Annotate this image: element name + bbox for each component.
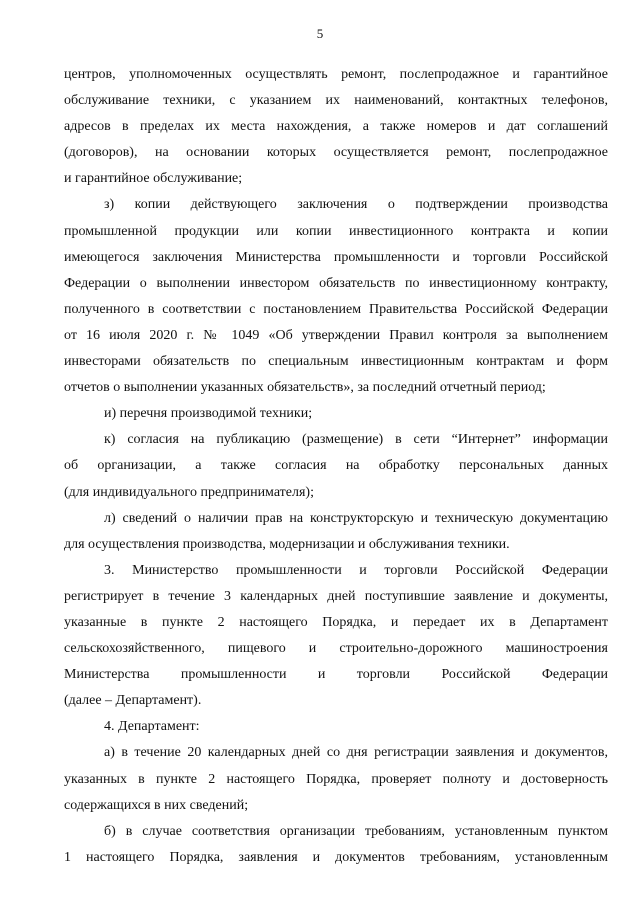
text-line: отчетов о выполнении указанных обязательств», за последний отчетный период; [64,380,546,396]
text-line: полученного в соответствии с постановлением Правительства Российской Федерации [64,301,608,317]
text-line: инвесторами обязательств по специальным инвестиционным контрактам и форм [64,354,608,370]
text-line: об организации, а также согласия на обработку персональных данных [64,458,608,474]
paragraph-4 [64,714,608,740]
text-line: содержащихся в них сведений; [64,797,249,813]
paragraph-z [64,192,608,401]
text-line: обслуживание техники, с указанием их наименований, контактных телефонов, [64,93,608,109]
text-line: Министерства промышленности и торговли Российской Федерации [64,667,608,683]
paragraph-i [64,401,608,427]
document-body [64,62,608,871]
text-line: имеющегося заключения Министерства промышленности и торговли Российской [64,249,608,265]
text-line: и гарантийное обслуживание; [64,171,243,187]
paragraph-4b [64,819,608,871]
text-line: адресов в пределах их места нахождения, а также номеров и дат соглашений [64,119,608,135]
text-line: к) согласия на публикацию (размещение) в сети “Интернет” информации [104,432,608,448]
text-line: промышленной продукции или копии инвестиционного контракта и копии [64,223,608,239]
text-line: б) в случае соответствия организации требованиям, установленным пунктом [104,823,608,839]
text-line: для осуществления производства, модернизации и обслуживания техники. [64,536,510,552]
text-line: и) перечня производимой техники; [104,406,313,422]
text-line: указанных в пункте 2 настоящего Порядка, проверяет полноту и достоверность [64,771,608,787]
text-line: указанные в пункте 2 настоящего Порядка, и передает их в Департамент [64,614,608,630]
page-number: 5 [316,26,324,41]
text-line: сельскохозяйственного, пищевого и строительно-дорожного машиностроения [64,641,608,657]
paragraph-k [64,427,608,505]
text-line: центров, уполномоченных осуществлять ремонт, послепродажное и гарантийное [64,67,608,82]
paragraph-4a [64,740,608,818]
text-line: а) в течение 20 календарных дней со дня регистрации заявления и документов, [104,745,608,761]
text-line: 3. Министерство промышленности и торговли Российской Федерации [104,562,608,578]
text-line: л) сведений о наличии прав на конструкторскую и техническую документацию [104,510,608,526]
text-line: Федерации о выполнении инвестором обязательств по инвестиционному контракту, [64,275,608,291]
text-line: от 16 июля 2020 г. № 1049 «Об утверждении Правил контроля за выполнением [64,327,608,343]
paragraph-continuation [64,62,608,192]
paragraph-l [64,506,608,558]
text-line: (далее – Департамент). [64,693,202,709]
text-line: 1 настоящего Порядка, заявления и документов требованиям, установленным [64,849,608,865]
text-line: 4. Департамент: [104,719,200,735]
text-line: з) копии действующего заключения о подтверждении производства [104,197,608,213]
text-line: регистрирует в течение 3 календарных дней поступившие заявление и документы, [64,588,608,604]
paragraph-3 [64,558,608,715]
text-line: (договоров), на основании которых осуществляется ремонт, послепродажное [64,145,608,161]
text-line: (для индивидуального предпринимателя); [64,484,314,500]
